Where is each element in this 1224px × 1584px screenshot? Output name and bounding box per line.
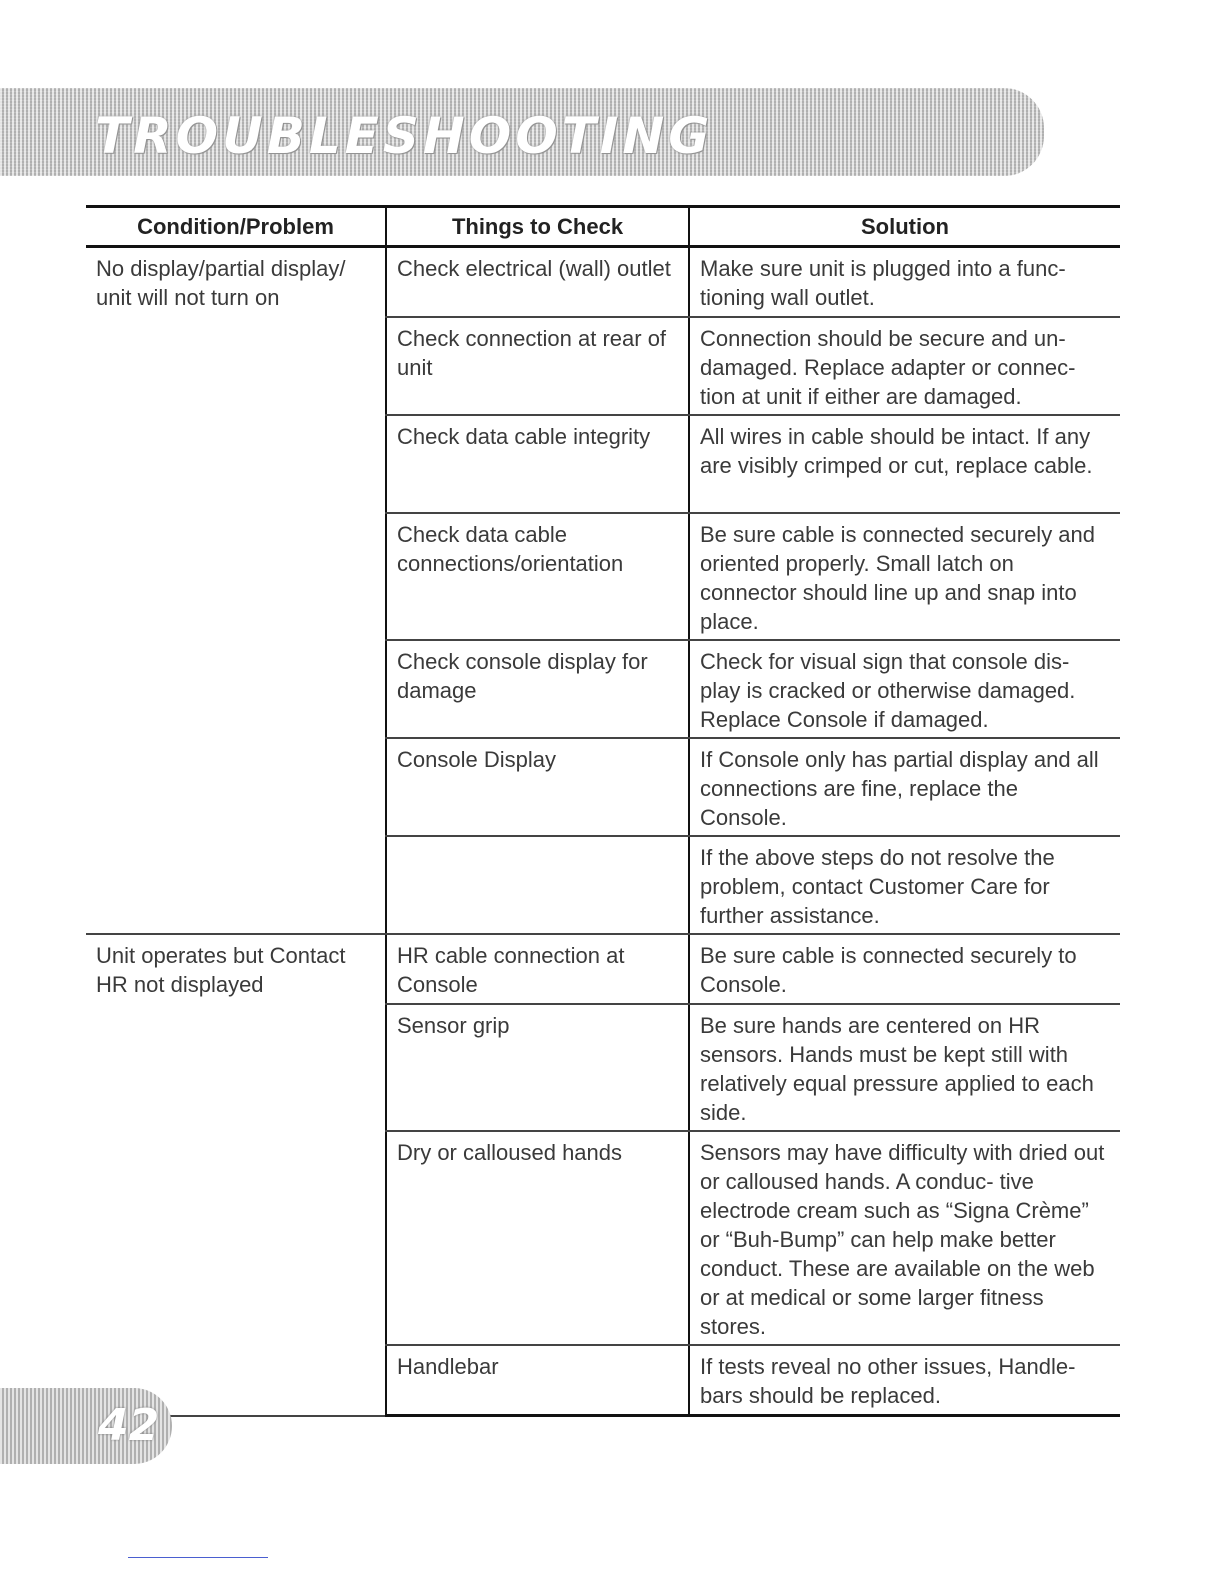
column-header-condition: Condition/Problem xyxy=(86,207,386,247)
check-cell: HR cable connection at Console xyxy=(386,934,689,1004)
check-cell: Console Display xyxy=(386,738,689,836)
solution-cell: Make sure unit is plugged into a func- tioning wall outlet. xyxy=(689,247,1120,318)
check-cell: Check electrical (wall) outlet xyxy=(386,247,689,318)
condition-cell: Unit operates but Contact HR not displayed xyxy=(86,934,386,1416)
solution-cell: All wires in cable should be intact. If any are visibly crimped or cut, replace cable. xyxy=(689,415,1120,513)
check-cell: Handlebar xyxy=(386,1345,689,1416)
table-row xyxy=(86,247,1120,318)
check-cell: Sensor grip xyxy=(386,1004,689,1131)
column-header-check: Things to Check xyxy=(386,207,689,247)
solution-cell: Check for visual sign that console dis- play is cracked or otherwise damaged. Replace Console if damaged. xyxy=(689,640,1120,738)
check-cell: Dry or calloused hands xyxy=(386,1131,689,1345)
check-cell xyxy=(386,836,689,934)
table-header-row xyxy=(86,207,1120,247)
solution-cell: Be sure cable is connected securely to Console. xyxy=(689,934,1120,1004)
check-cell: Check data cable integrity xyxy=(386,415,689,513)
troubleshooting-table xyxy=(86,205,1120,1417)
footer-divider xyxy=(128,1557,268,1558)
check-cell: Check console display for damage xyxy=(386,640,689,738)
page-number: 42 xyxy=(98,1400,160,1451)
solution-cell: If the above steps do not resolve the problem, contact Customer Care for further assistance. xyxy=(689,836,1120,934)
condition-cell: No display/partial display/ unit will not turn on xyxy=(86,247,386,935)
solution-cell: Connection should be secure and un- damaged. Replace adapter or connec- tion at unit if either are damaged. xyxy=(689,317,1120,415)
solution-cell: Sensors may have difficulty with dried out or calloused hands. A conduc- tive electrode cream such as “Signa Crème” or “Buh-Bump” can help make better conduct. These are available on the web or at medical or some larger fitness stores. xyxy=(689,1131,1120,1345)
solution-cell: If tests reveal no other issues, Handle- bars should be replaced. xyxy=(689,1345,1120,1416)
solution-cell: If Console only has partial display and all connections are fine, replace the Console. xyxy=(689,738,1120,836)
table-row xyxy=(86,934,1120,1004)
check-cell: Check connection at rear of unit xyxy=(386,317,689,415)
solution-cell: Be sure cable is connected securely and oriented properly. Small latch on connector should line up and snap into place. xyxy=(689,513,1120,640)
column-header-solution: Solution xyxy=(689,207,1120,247)
solution-cell: Be sure hands are centered on HR sensors. Hands must be kept still with relatively equal pressure applied to each side. xyxy=(689,1004,1120,1131)
check-cell: Check data cable connections/orientation xyxy=(386,513,689,640)
page-title: TROUBLESHOOTING xyxy=(95,107,714,165)
